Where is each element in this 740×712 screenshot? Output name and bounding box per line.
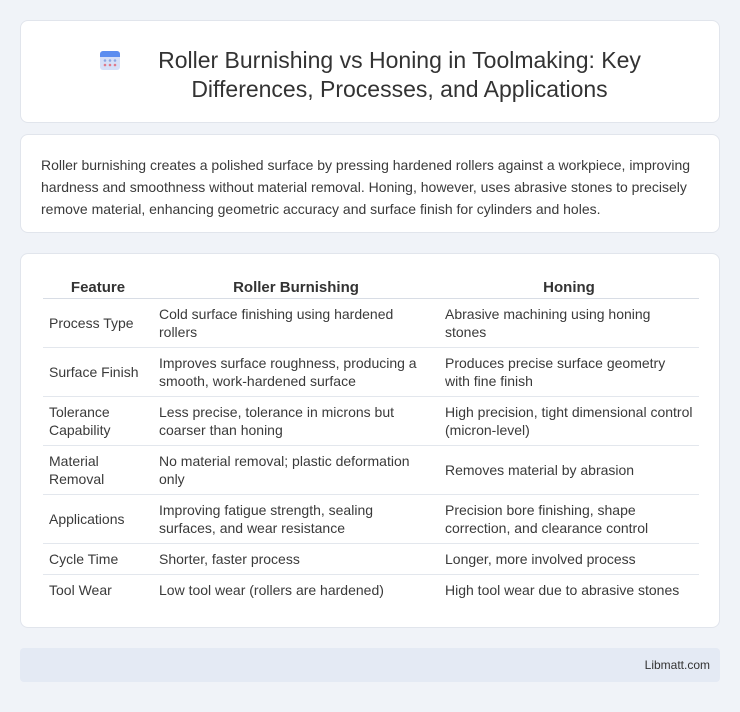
cell-roller-burnishing: Shorter, faster process xyxy=(153,543,439,574)
table-row xyxy=(43,396,699,445)
cell-feature: Cycle Time xyxy=(43,543,153,574)
cell-roller-burnishing: Low tool wear (rollers are hardened) xyxy=(159,581,384,598)
page-title: Roller Burnishing vs Honing in Toolmaking: Key Differences, Processes, and Applications xyxy=(158,47,641,102)
cell-feature: Process Type xyxy=(43,298,153,347)
cell-honing: Abrasive machining using honing stones xyxy=(439,298,699,347)
cell-honing: High tool wear due to abrasive stones xyxy=(445,581,680,598)
cell-honing: Produces precise surface geometry with fine finish xyxy=(439,347,699,396)
cell-honing: Precision bore finishing, shape correction, and clearance control xyxy=(439,494,699,543)
cell-feature: Tolerance Capability xyxy=(43,396,153,445)
cell-feature: Tool Wear xyxy=(49,581,112,598)
intro-paragraph: Roller burnishing creates a polished surface by pressing hardened rollers against a workpiece, improving hardness and smoothness without material removal. Honing, however, uses abrasive stones to precisely remove material, enhancing geometric accuracy and surface finish for cylinders and holes. xyxy=(41,157,691,217)
intro-card xyxy=(20,134,720,233)
comparison-table xyxy=(43,274,699,605)
table-row xyxy=(43,543,699,574)
footer xyxy=(20,648,720,682)
title-card xyxy=(20,20,720,123)
cell-roller-burnishing: Improves surface roughness, producing a smooth, work-hardened surface xyxy=(153,347,439,396)
cell-honing: Removes material by abrasion xyxy=(439,445,699,494)
footer-site-link[interactable]: Libmatt.com xyxy=(644,658,710,672)
header-feature: Feature xyxy=(43,274,153,298)
table-row xyxy=(43,445,699,494)
cell-roller-burnishing: Improving fatigue strength, sealing surfaces, and wear resistance xyxy=(153,494,439,543)
table-header-row xyxy=(43,274,699,298)
cell-honing: High precision, tight dimensional control (micron-level) xyxy=(439,396,699,445)
cell-feature: Applications xyxy=(43,494,153,543)
table-row xyxy=(43,574,699,605)
cell-roller-burnishing: No material removal; plastic deformation only xyxy=(153,445,439,494)
cell-honing: Longer, more involved process xyxy=(439,543,699,574)
calendar-grid-icon xyxy=(98,48,122,72)
table-row xyxy=(43,494,699,543)
cell-feature: Material Removal xyxy=(43,445,153,494)
comparison-table-card xyxy=(20,253,720,628)
table-row xyxy=(43,347,699,396)
cell-roller-burnishing: Cold surface finishing using hardened rollers xyxy=(153,298,439,347)
header-honing: Honing xyxy=(439,274,699,298)
cell-roller-burnishing: Less precise, tolerance in microns but coarser than honing xyxy=(153,396,439,445)
table-row xyxy=(43,298,699,347)
header-roller-burnishing: Roller Burnishing xyxy=(153,274,439,298)
cell-feature: Surface Finish xyxy=(43,347,153,396)
